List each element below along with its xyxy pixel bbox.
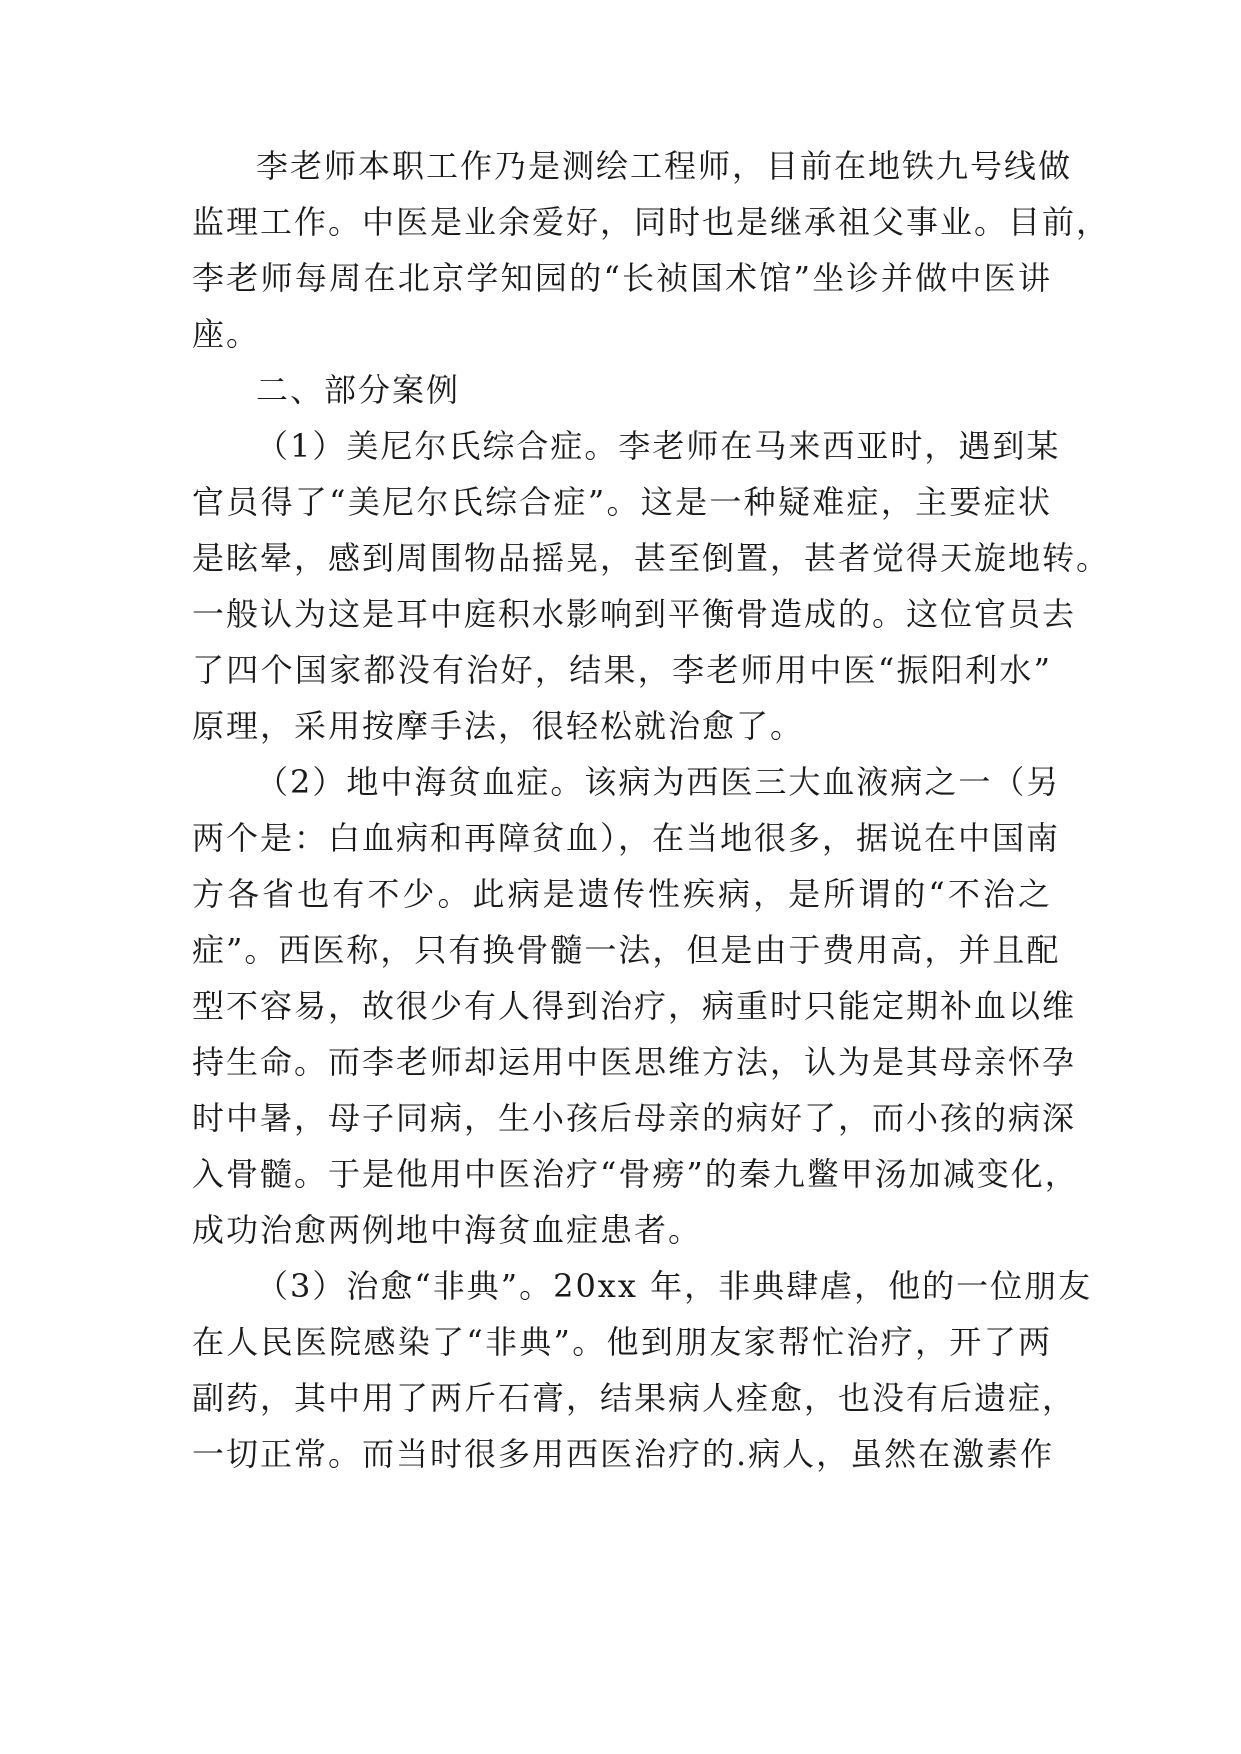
case-1-line-2: 官员得了“美尼尔氏综合症”。这是一种疑难症，主要症状	[192, 483, 1052, 521]
case-2-line-2: 两个是：白血病和再障贫血），在当地很多，据说在中国南	[192, 819, 1061, 857]
case-3-line-1: （3）治愈“非典”。20xx 年，非典肆虐，他的一位朋友	[256, 1267, 1093, 1305]
section-heading: 二、部分案例	[256, 371, 461, 409]
paragraph-1-line-2: 监理工作。中医是业余爱好，同时也是继承祖父事业。目前，	[192, 203, 1111, 241]
case-2-line-1: （2）地中海贫血症。该病为西医三大血液病之一（另	[256, 763, 1061, 801]
case-2-line-3: 方各省也有不少。此病是遗传性疾病，是所谓的“不治之	[192, 875, 1052, 913]
case-1-line-3: 是眩晕，感到周围物品摇晃，甚至倒置，甚者觉得天旋地转。	[192, 539, 1111, 577]
case-2-line-6: 持生命。而李老师却运用中医思维方法，认为是其母亲怀孕	[192, 1043, 1077, 1081]
case-2-line-9: 成功治愈两例地中海贫血症患者。	[192, 1211, 703, 1249]
case-3-line-4: 一切正常。而当时很多用西医治疗的.病人，虽然在激素作	[192, 1435, 1055, 1473]
case-2-line-5: 型不容易，故很少有人得到治疗，病重时只能定期补血以维	[192, 987, 1077, 1025]
paragraph-1-line-1: 李老师本职工作乃是测绘工程师，目前在地铁九号线做	[256, 147, 1073, 185]
case-1-line-1: （1）美尼尔氏综合症。李老师在马来西亚时，遇到某	[256, 427, 1061, 465]
paragraph-1-line-3: 李老师每周在北京学知园的“长祯国术馆”坐诊并做中医讲	[192, 259, 1052, 297]
paragraph-1-line-4: 座。	[192, 315, 261, 353]
case-2-line-7: 时中暑，母子同病，生小孩后母亲的病好了，而小孩的病深	[192, 1099, 1077, 1137]
case-1-line-4: 一般认为这是耳中庭积水影响到平衡骨造成的。这位官员去	[192, 595, 1077, 633]
case-2-line-8: 入骨髓。于是他用中医治疗“骨痨”的秦九鳖甲汤加减变化，	[192, 1155, 1079, 1193]
case-1-line-5: 了四个国家都没有治好，结果，李老师用中医“振阳利水”	[192, 651, 1052, 689]
case-1-line-6: 原理，采用按摩手法，很轻松就治愈了。	[192, 707, 805, 745]
case-2-line-4: 症”。西医称，只有换骨髓一法，但是由于费用高，并且配	[192, 931, 1061, 969]
case-3-line-2: 在人民医院感染了“非典”。他到朋友家帮忙治疗，开了两	[192, 1323, 1052, 1361]
case-3-line-3: 副药，其中用了两斤石膏，结果病人痊愈，也没有后遗症，	[192, 1379, 1077, 1417]
